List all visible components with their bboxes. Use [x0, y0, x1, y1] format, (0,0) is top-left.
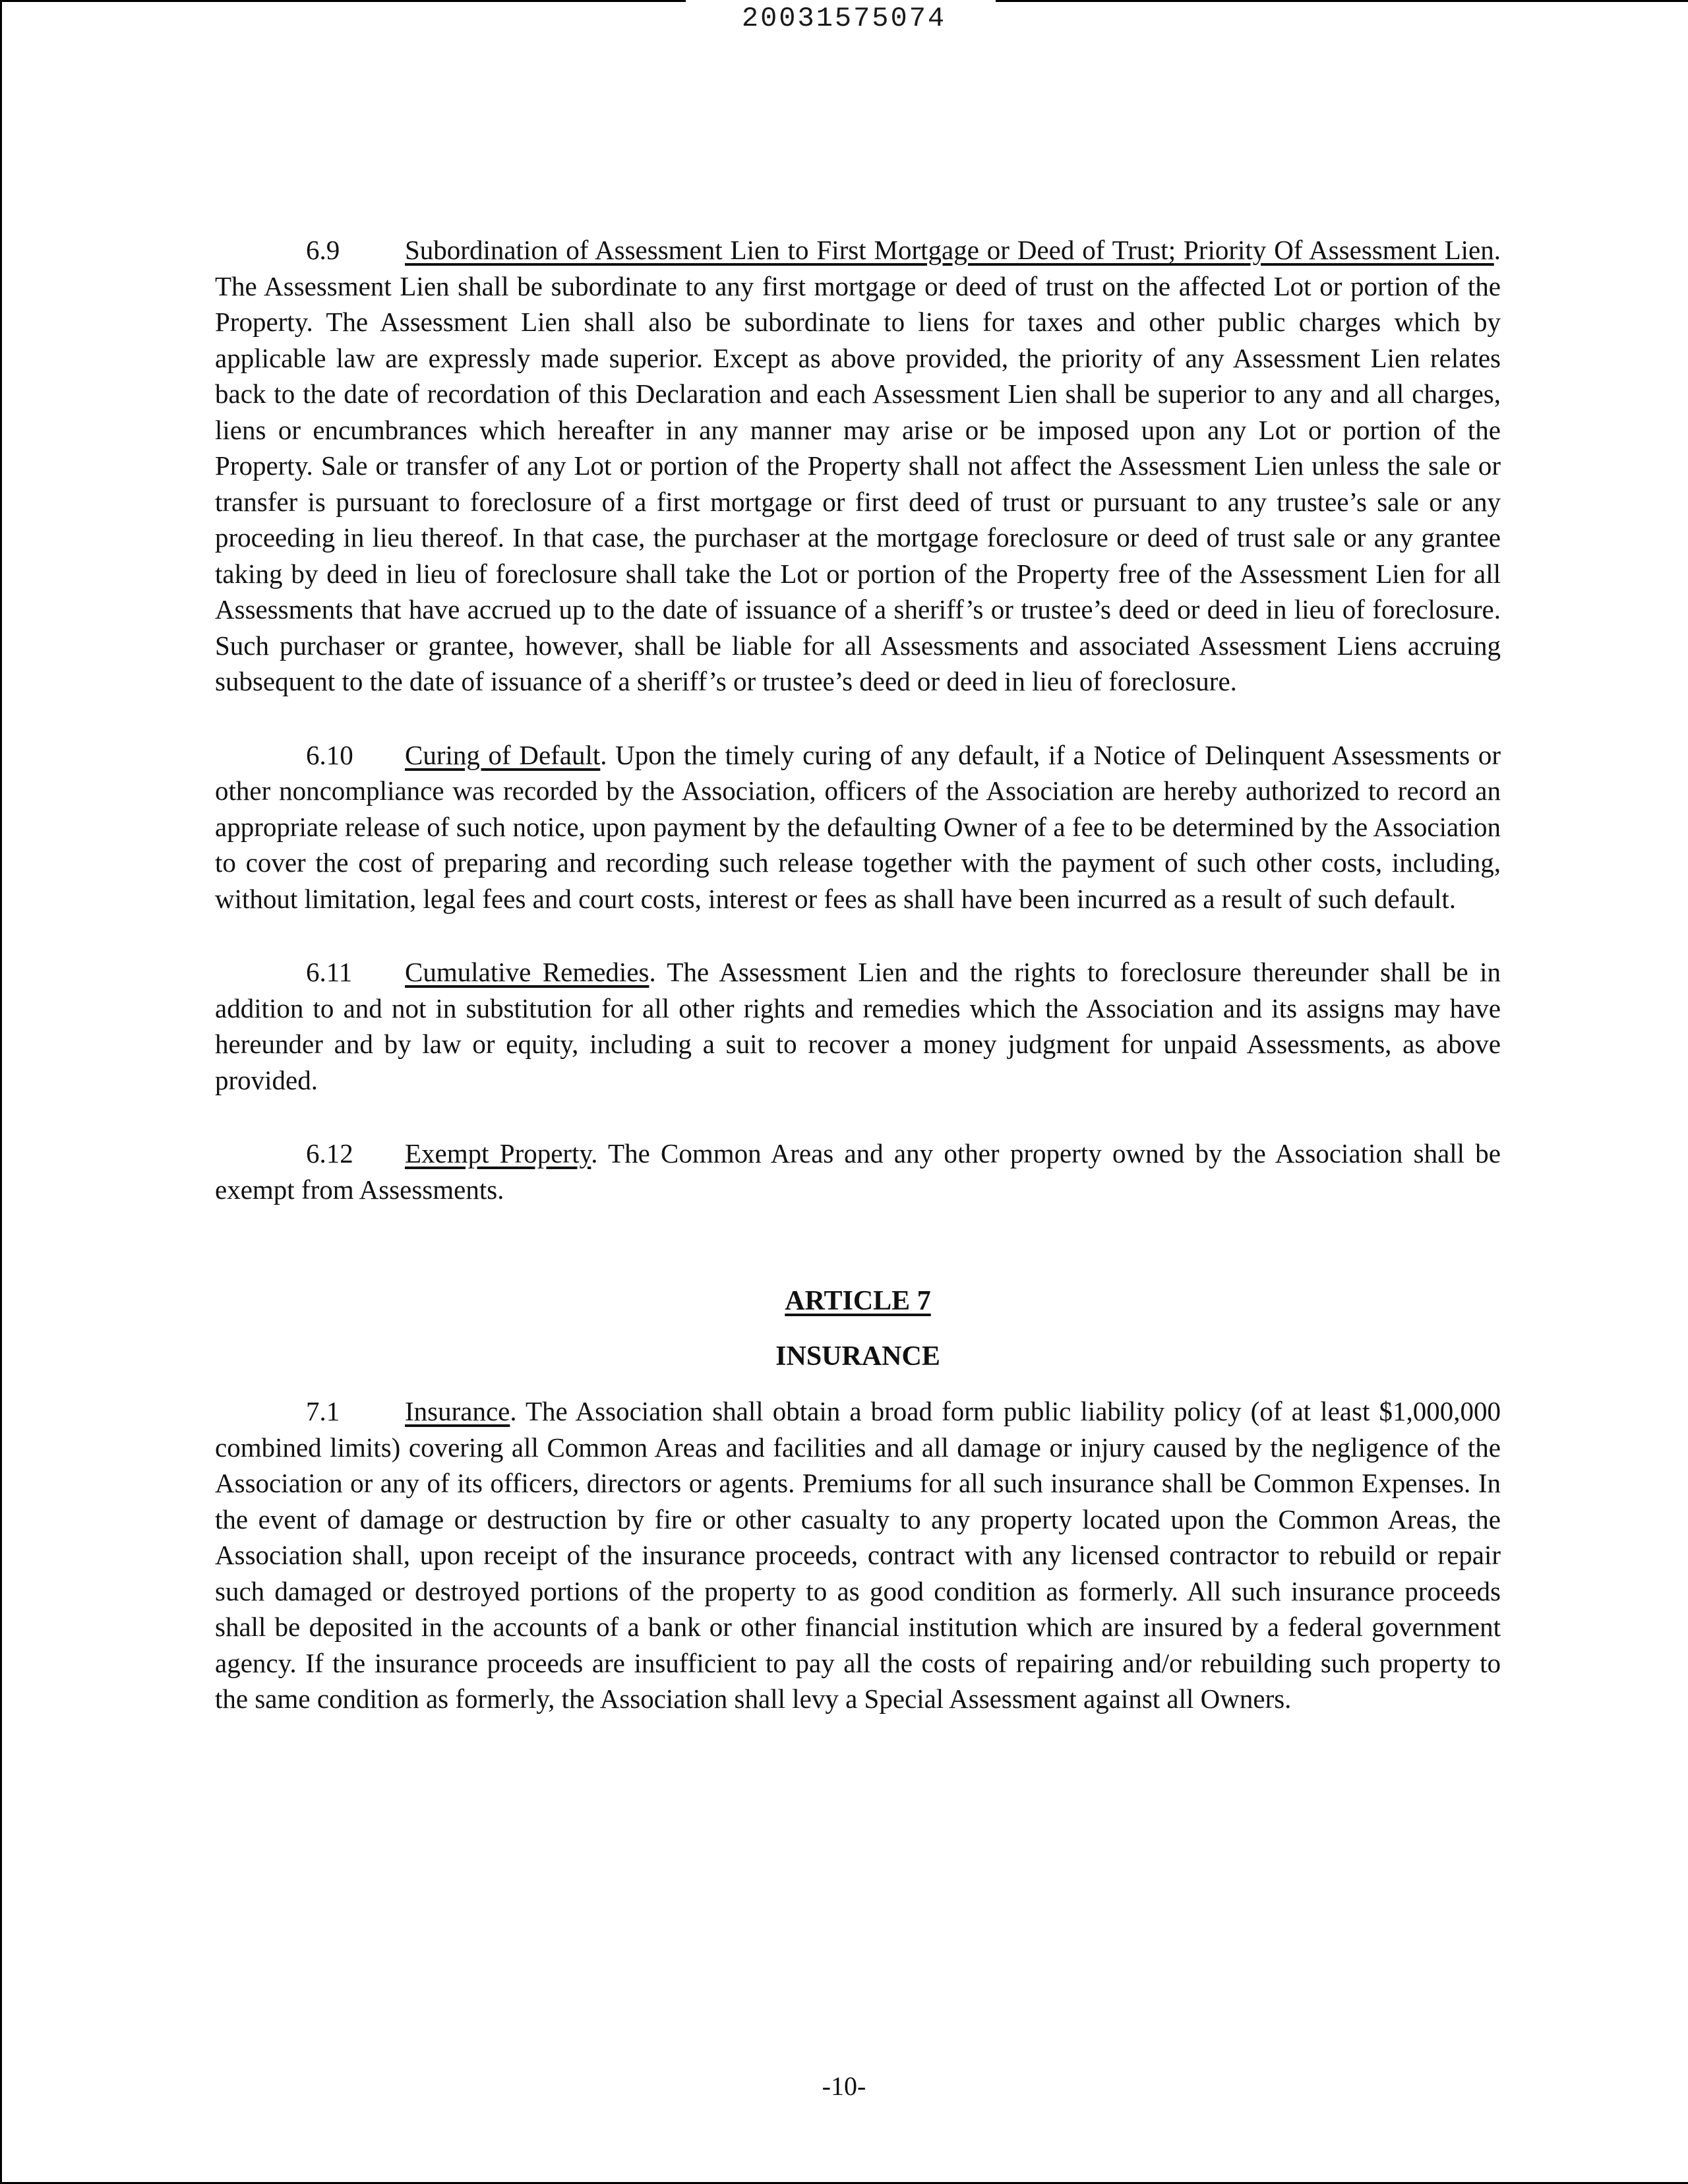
top-rule-right [996, 0, 1688, 2]
document-id: 20031575074 [741, 3, 947, 34]
section-6-12 [215, 1136, 1501, 1207]
section-heading: Exempt Property [405, 1138, 591, 1168]
section-heading: Curing of Default [405, 739, 601, 770]
section-number: 7.1 [306, 1396, 340, 1426]
section-number: 6.12 [306, 1138, 353, 1168]
page-number: -10- [822, 2071, 866, 2101]
section-heading: Cumulative Remedies [405, 957, 649, 987]
section-body: . The Assessment Lien and the rights to foreclosure thereunder shall be in addition to and not in substitution for all other rights and remedies which the Association and its assigns may have hereunder and by law or equity, including a suit to recover a money judgment for unpaid Assessments, as above provided. [215, 957, 1501, 1095]
section-number: 6.11 [306, 957, 353, 987]
top-rule-left [0, 0, 686, 2]
section-heading: Subordination of Assessment Lien to First Mortgage or Deed of Trust; Priority Of Assessment Lien [405, 235, 1494, 265]
article-label: ARTICLE 7 [785, 1286, 931, 1316]
section-number: 6.10 [306, 739, 353, 770]
section-body: . Upon the timely curing of any default, if a Notice of Delinquent Assessments or other noncompliance was recorded by the Association, officers of the Association are hereby authorized to record an appropriate release of such notice, upon payment by the defaulting Owner of a fee to be determined by the Association to cover the cost of preparing and recording such release together with the payment of such other costs, including, without limitation, legal fees and court costs, interest or fees as shall have been incurred as a result of such default. [215, 739, 1501, 914]
article-title: INSURANCE [775, 1341, 940, 1372]
section-6-9 [215, 232, 1501, 700]
section-body: . The Assessment Lien shall be subordinate to any first mortgage or deed of trust on the affected Lot or portion of the Property. The Assessment Lien shall also be subordinate to liens for taxes and other public charges which by applicable law are expressly made superior. Except as above provided, the priority of any Assessment Lien relates back to the date of recordation of this Declaration and each Assessment Lien shall be superior to any and all charges, liens or encumbrances which hereafter in any manner may arise or be imposed upon any Lot or portion of the Property. Sale or transfer of any Lot or portion of the Property shall not affect the Assessment Lien unless the sale or transfer is pursuant to foreclosure of a first mortgage or first deed of trust or pursuant to any trustee’s sale or any proceeding in lieu thereof. In that case, the purchaser at the mortgage foreclosure or deed of trust sale or any grantee taking by deed in lieu of foreclosure shall take the Lot or portion of the Property free of the Assessment Lien for all Assessments that have accrued up to the date of issuance of a sheriff’s or trustee’s deed or deed in lieu of foreclosure. Such purchaser or grantee, however, shall be liable for all Assessments and associated Assessment Liens accruing subsequent to the date of issuance of a sheriff’s or trustee’s deed or deed in lieu of foreclosure. [215, 235, 1501, 696]
section-6-11 [215, 954, 1501, 1098]
section-7-1 [215, 1393, 1501, 1717]
section-6-10 [215, 737, 1501, 917]
page-body [215, 232, 1501, 1717]
section-number: 6.9 [306, 235, 340, 265]
section-body: . The Association shall obtain a broad form public liability policy (of at least $1,000,000 combined limits) covering all Common Areas and facilities and all damage or injury caused by the negligence of the Association or any of its officers, directors or agents. Premiums for all such insurance shall be Common Expenses. In the event of damage or destruction by fire or other casualty to any property located upon the Common Areas, the Association shall, upon receipt of the insurance proceeds, contract with any licensed contractor to rebuild or repair such damaged or destroyed portions of the property to as good condition as formerly. All such insurance proceeds shall be deposited in the accounts of a bank or other financial institution which are insured by a federal government agency. If the insurance proceeds are insufficient to pay all the costs of repairing and/or rebuilding such property to the same condition as formerly, the Association shall levy a Special Assessment against all Owners. [215, 1396, 1501, 1714]
scan-border-left [0, 0, 2, 2184]
section-body: . The Common Areas and any other property owned by the Association shall be exempt from Assessments. [215, 1138, 1501, 1205]
section-heading: Insurance [405, 1396, 510, 1426]
